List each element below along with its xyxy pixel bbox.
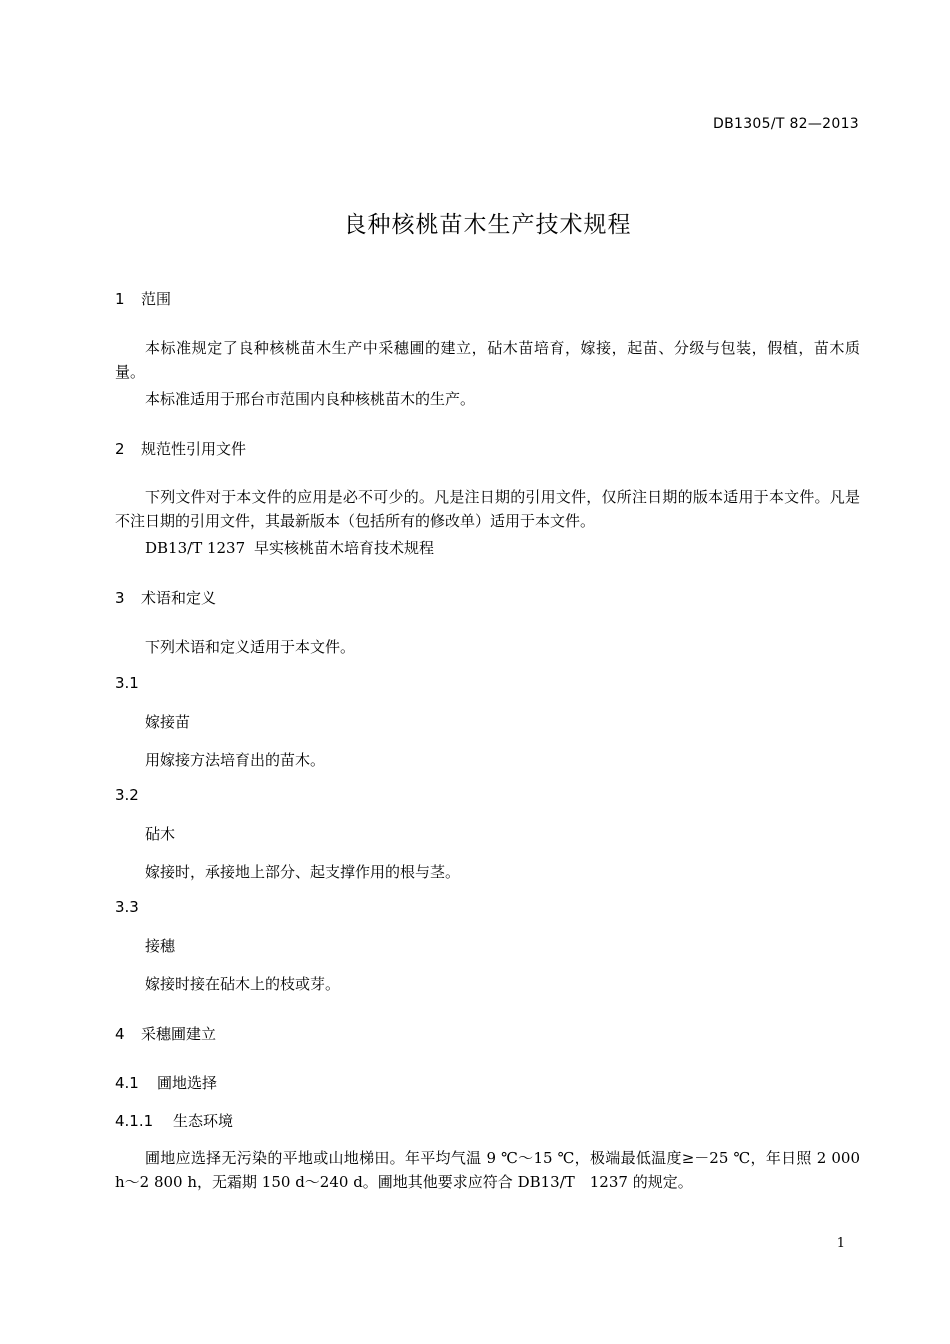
document-title: 良种核桃苗木生产技术规程 xyxy=(343,212,632,238)
section-4-1-1-heading xyxy=(115,1110,233,1131)
normative-reference xyxy=(145,537,434,558)
section-1-heading xyxy=(115,288,171,309)
term-3-3-definition: 嫁接时接在砧木上的枝或芽。 xyxy=(145,975,341,993)
term-3-2-definition: 嫁接时，承接地上部分、起支撑作用的根与茎。 xyxy=(145,863,461,881)
section-number: 1 xyxy=(115,290,125,308)
standard-number: DB1305/T 82—2013 xyxy=(713,116,859,132)
section-number: 2 xyxy=(115,440,125,458)
reference-title: 早实核桃苗木培育技术规程 xyxy=(254,539,435,557)
section-title: 圃地选择 xyxy=(157,1074,218,1092)
section-title: 术语和定义 xyxy=(141,589,217,607)
term-3-2-number: 3.2 xyxy=(115,786,139,804)
section-4-heading xyxy=(115,1023,216,1044)
page-number: 1 xyxy=(836,1236,845,1251)
reference-code: DB13/T 1237 xyxy=(145,539,246,557)
term-3-2-name: 砧木 xyxy=(145,825,176,843)
section-2-heading xyxy=(115,438,246,459)
section-3-intro: 下列术语和定义适用于本文件。 xyxy=(145,638,356,656)
section-number: 4 xyxy=(115,1025,125,1043)
term-3-1-number: 3.1 xyxy=(115,674,139,692)
section-number: 4.1 xyxy=(115,1074,139,1092)
section-title: 范围 xyxy=(141,290,172,308)
section-4-1-heading xyxy=(115,1072,217,1093)
section-title: 生态环境 xyxy=(173,1112,234,1130)
section-1-paragraph-1: 本标准规定了良种核桃苗木生产中采穗圃的建立，砧木苗培育，嫁接，起苗、分级与包装，假植，苗木质量。 xyxy=(115,339,860,381)
term-3-3-number: 3.3 xyxy=(115,898,139,916)
section-number: 4.1.1 xyxy=(115,1112,154,1130)
section-2-paragraph-1: 下列文件对于本文件的应用是必不可少的。凡是注日期的引用文件，仅所注日期的版本适用于本文件。凡是不注日期的引用文件，其最新版本（包括所有的修改单）适用于本文件。 xyxy=(115,488,860,530)
section-title: 规范性引用文件 xyxy=(141,440,247,458)
section-3-heading xyxy=(115,587,216,608)
term-3-3-name: 接穗 xyxy=(145,937,176,955)
section-title: 采穗圃建立 xyxy=(141,1025,217,1043)
term-3-1-definition: 用嫁接方法培育出的苗木。 xyxy=(145,751,326,769)
term-3-1-name: 嫁接苗 xyxy=(145,713,191,731)
section-number: 3 xyxy=(115,589,125,607)
section-4-1-1-paragraph: 圃地应选择无污染的平地或山地梯田。年平均气温 9 ℃～15 ℃，极端最低温度≥－25 ℃，年日照 2 000 h～2 800 h，无霜期 150 d～240 d。圃地其他要求应符合 DB13/T 1237 的规定。 xyxy=(115,1149,860,1191)
section-1-paragraph-2: 本标准适用于邢台市范围内良种核桃苗木的生产。 xyxy=(145,390,476,408)
